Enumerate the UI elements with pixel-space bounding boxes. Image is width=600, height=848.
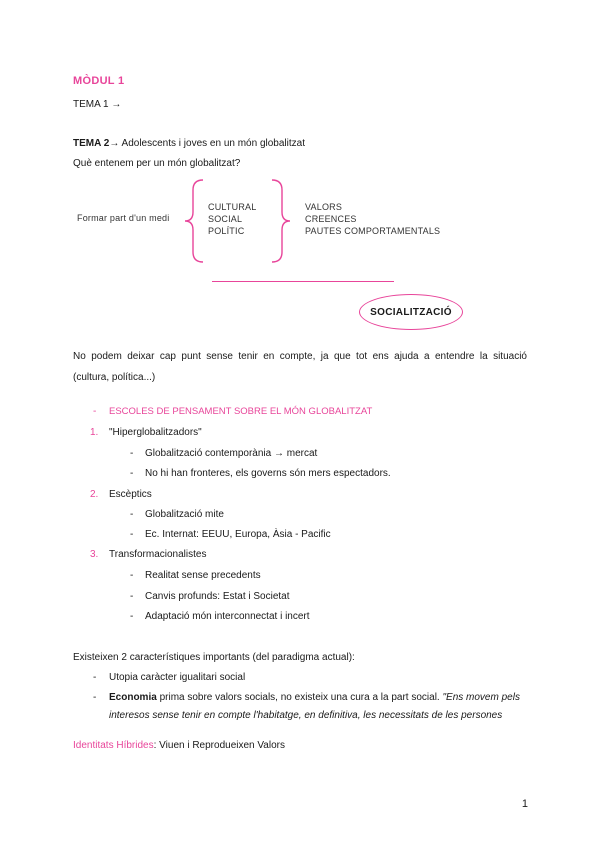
context-paragraph	[73, 346, 527, 388]
bullet-dash: -	[130, 468, 134, 479]
question-text: Què entenem per un món globalitzat?	[73, 158, 241, 169]
socialitzacio-oval	[359, 294, 463, 330]
school-2-point-1: Globalització mite	[145, 509, 224, 520]
characteristic-1: Utopia caràcter igualitari social	[109, 672, 246, 683]
diagram-middle-item-3: POLÍTIC	[208, 226, 245, 236]
school-1-point-2: No hi han fronteres, els governs són mers espectadors.	[145, 468, 391, 479]
paragraph-line-2: (cultura, política...)	[73, 372, 156, 383]
bullet-dash: -	[130, 591, 134, 602]
school-2-number: 2.	[90, 489, 99, 500]
section-bullet: -	[93, 406, 97, 417]
diagram-right-item-2: CREENCES	[305, 214, 357, 224]
tema2-text: → Adolescents i joves en un món globalitzat	[109, 138, 305, 149]
tema2-label: TEMA 2	[73, 138, 110, 149]
school-3-title: Transformacionalistes	[109, 549, 207, 560]
diagram-middle-item-2: SOCIAL	[208, 214, 243, 224]
bullet-dash: -	[130, 611, 134, 622]
section-heading: ESCOLES DE PENSAMENT SOBRE EL MÓN GLOBALITZAT	[109, 406, 373, 417]
identitats-text: : Viuen i Reprodueixen Valors	[153, 740, 285, 751]
school-3-number: 3.	[90, 549, 99, 560]
identitats-line	[73, 740, 285, 751]
diagram-left-label: Formar part d'un medi	[77, 213, 170, 223]
school-2-point-2: Ec. Internat: EEUU, Europa, Àsia - Pacific	[145, 529, 331, 540]
diagram-middle-item-1: CULTURAL	[208, 202, 257, 212]
characteristic-2-text: prima sobre valors socials, no existeix una cura a la part social.	[156, 692, 443, 703]
diagram-connector-line	[212, 281, 394, 282]
school-2-title: Escèptics	[109, 489, 152, 500]
oval-label: SOCIALITZACIÓ	[370, 306, 452, 318]
characteristic-2-quote-start: "Ens movem pels	[442, 692, 520, 703]
bullet-dash: -	[93, 692, 97, 703]
characteristic-2-line-1	[109, 692, 520, 703]
bullet-dash: -	[93, 672, 97, 683]
characteristics-intro: Existeixen 2 característiques importants (del paradigma actual):	[73, 652, 355, 663]
bullet-dash: -	[130, 509, 134, 520]
tema2-heading	[73, 138, 305, 149]
bullet-dash: -	[130, 570, 134, 581]
bullet-dash: -	[130, 529, 134, 540]
school-1-title: "Hiperglobalitzadors"	[109, 427, 202, 438]
school-3-point-2: Canvis profunds: Estat i Societat	[145, 591, 290, 602]
diagram-right-item-3: PAUTES COMPORTAMENTALS	[305, 226, 441, 236]
school-1-number: 1.	[90, 427, 99, 438]
school-3-point-3: Adaptació món interconnectat i incert	[145, 611, 310, 622]
school-3-point-1: Realitat sense precedents	[145, 570, 261, 581]
module-title: MÒDUL 1	[73, 75, 125, 87]
tema1-heading: TEMA 1 →	[73, 99, 122, 110]
characteristic-2-quote-end: interesos sense tenir en compte l'habitatge, en definitiva, les necessitats de les persones	[109, 710, 503, 721]
right-brace-icon	[268, 178, 292, 264]
characteristic-2-bold: Economia	[109, 692, 157, 703]
diagram-right-item-1: VALORS	[305, 202, 343, 212]
bullet-dash: -	[130, 448, 134, 459]
school-1-point-1: Globalització contemporània → mercat	[145, 448, 318, 459]
identitats-label: Identitats Híbrides	[73, 740, 154, 751]
left-brace-icon	[183, 178, 207, 264]
page-number: 1	[521, 798, 528, 810]
paragraph-line-1: No podem deixar cap punt sense tenir en compte, ja que tot ens ajuda a entendre la situació	[73, 351, 527, 362]
